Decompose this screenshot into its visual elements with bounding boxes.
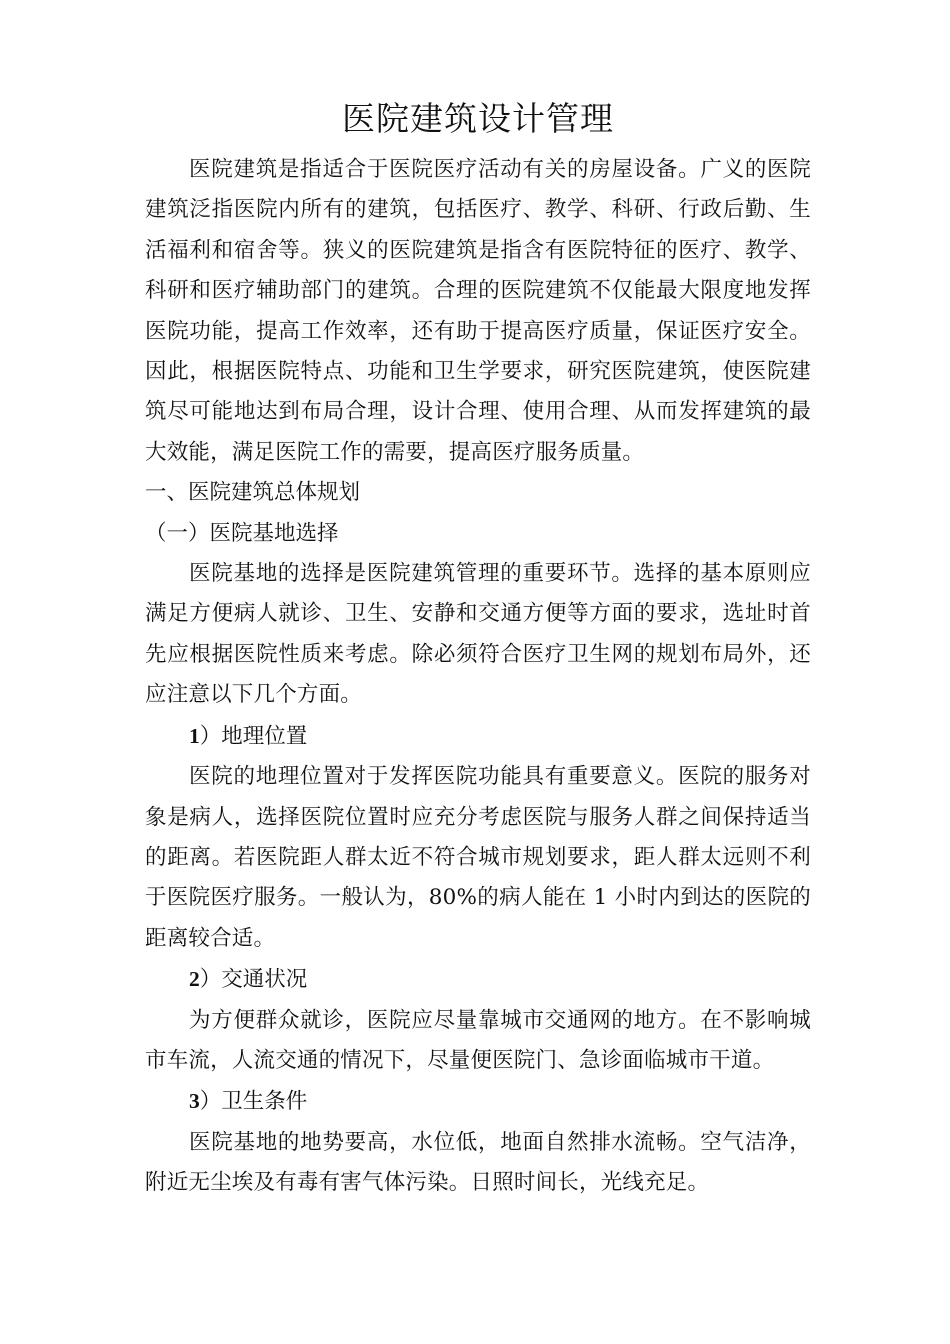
item-heading-2 [145, 959, 811, 1000]
subsection-heading: （一）医院基地选择 [145, 520, 339, 546]
intro-paragraph: 医院建筑是指适合于医院医疗活动有关的房屋设备。广义的医院建筑泛指医院内所有的建筑，包括医疗、教学、科研、行政后勤、生活福利和宿舍等。狭义的医院建筑是指含有医院特征的医疗、教学、科研和医疗辅助部门的建筑。合理的医院建筑不仅能最大限度地发挥医院功能，提高工作效率，还有助于提高医疗质量，保证医疗安全。因此，根据医院特点、功能和卫生学要求，研究医院建筑，使医院建筑尽可能地达到布局合理，设计合理、使用合理、从而发挥建筑的最大效能，满足医院工作的需要，提高医疗服务质量。 [145, 157, 811, 465]
item-paragraph-3: 医院基地的地势要高，水位低，地面自然排水流畅。空气洁净，附近无尘埃及有毒有害气体污染。日照时间长，光线充足。 [145, 1129, 811, 1196]
item-label: ）卫生条件 [199, 1089, 308, 1115]
item-paragraph-1: 医院的地理位置对于发挥医院功能具有重要意义。医院的服务对象是病人，选择医院位置时应充分考虑医院与服务人群之间保持适当的距离。若医院距人群太近不符合城市规划要求，距人群太远则不利于医院医疗服务。一般认为，80%的病人能在 1 小时内到达的医院的距离较合适。 [145, 764, 811, 951]
item-label: ）地理位置 [199, 723, 308, 749]
document-page [145, 96, 811, 1204]
subsection-paragraph: 医院基地的选择是医院建筑管理的重要环节。选择的基本原则应满足方便病人就诊、卫生、安静和交通方便等方面的要求，选址时首先应根据医院性质来考虑。除必须符合医疗卫生网的规划布局外，还应注意以下几个方面。 [145, 561, 811, 708]
item-heading-3 [145, 1081, 811, 1122]
section-heading: 一、医院建筑总体规划 [145, 480, 361, 506]
item-number: 1 [189, 723, 200, 748]
item-number: 3 [189, 1089, 200, 1114]
item-number: 2 [189, 967, 200, 992]
item-paragraph-2: 为方便群众就诊，医院应尽量靠城市交通网的地方。在不影响城市车流，人流交通的情况下，尽量便医院门、急诊面临城市干道。 [145, 1007, 811, 1073]
item-label: ）交通状况 [199, 967, 308, 993]
item-heading-1 [145, 716, 811, 757]
document-title: 医院建筑设计管理 [342, 99, 614, 138]
